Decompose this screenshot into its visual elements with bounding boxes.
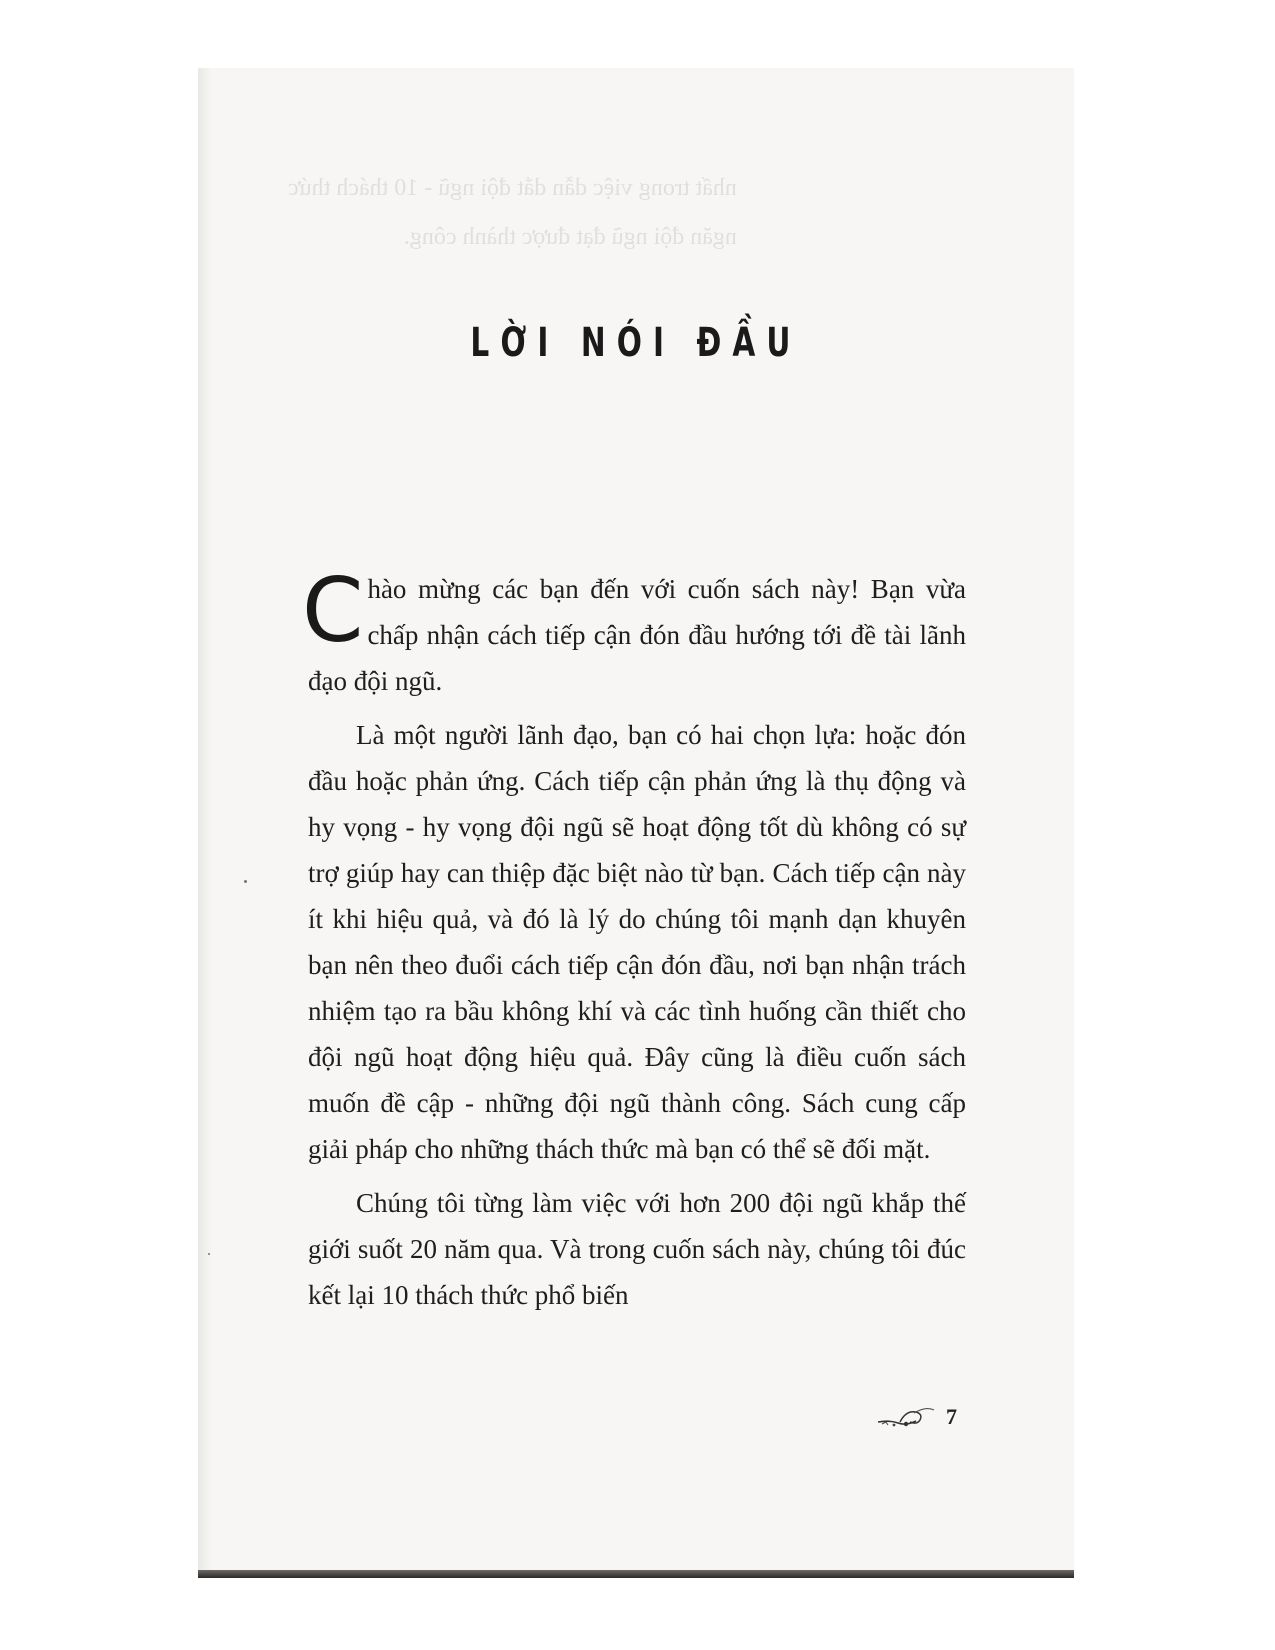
paragraph-intro xyxy=(302,559,966,704)
page-number: 7 xyxy=(946,1404,957,1429)
page-footer xyxy=(876,1404,957,1430)
page-gutter-shade xyxy=(198,68,212,1576)
paragraph-intro-text: hào mừng các bạn đến với cuốn sách này! Bạn vừa chấp nhận cách tiếp cận đón đầu hướng tới đề tài lãnh đạo đội ngũ. xyxy=(308,574,966,696)
floral-ornament-icon xyxy=(876,1404,938,1430)
body-text xyxy=(302,559,966,1326)
chapter-heading: LỜI NÓI ĐẦU xyxy=(470,320,802,366)
paper-speck xyxy=(244,880,247,883)
bleed-through-text xyxy=(288,164,737,262)
paragraph-experience: Chúng tôi từng làm việc với hơn 200 đội ngũ khắp thế giới suốt 20 năm qua. Và trong cuốn sách này, chúng tôi đúc kết lại 10 thách thức phổ biến xyxy=(308,1188,966,1310)
paragraph-leadership: Là một người lãnh đạo, bạn có hai chọn lựa: hoặc đón đầu hoặc phản ứng. Cách tiếp cận phản ứng là thụ động và hy vọng - hy vọng đội ngũ sẽ hoạt động tốt dù không có sự trợ giúp hay can thiệp đặc biệt nào từ bạn. Cách tiếp cận này ít khi hiệu quả, và đó là lý do chúng tôi mạnh dạn khuyên bạn nên theo đuổi cách tiếp cận đón đầu, nơi bạn nhận trách nhiệm tạo ra bầu không khí và các tình huống cần thiết cho đội ngũ hoạt động hiệu quả. Đây cũng là điều cuốn sách muốn đề cập - những đội ngũ thành công. Sách cung cấp giải pháp cho những thách thức mà bạn có thể sẽ đối mặt. xyxy=(308,720,966,1164)
bleed-through-line: ngăn đội ngũ đạt được thành công. xyxy=(403,224,737,250)
book-page xyxy=(198,68,1074,1576)
paper-speck xyxy=(208,1253,210,1255)
bleed-through-line: nhất trong việc dẫn dắt đội ngũ - 10 thách thức xyxy=(288,175,737,201)
page-bottom-edge xyxy=(198,1570,1074,1578)
drop-cap: C xyxy=(302,559,364,662)
